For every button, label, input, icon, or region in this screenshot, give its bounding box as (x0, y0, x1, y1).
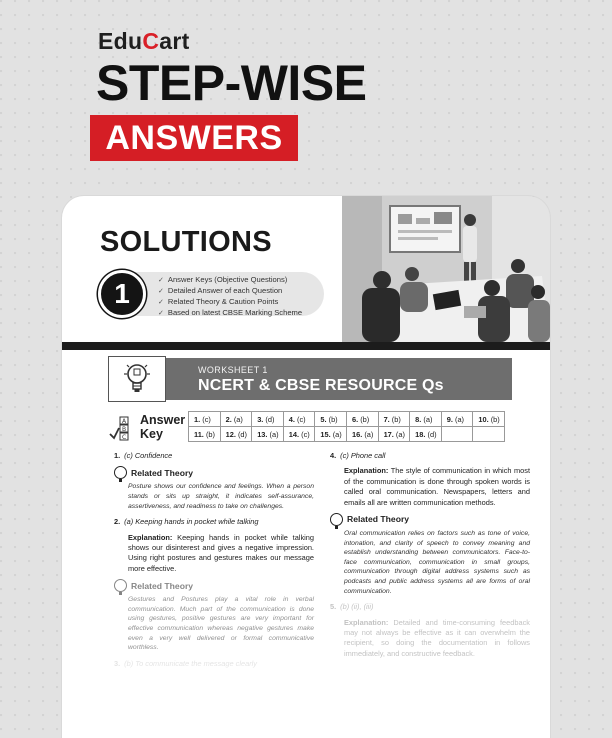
answer-key-option: (b) (360, 414, 370, 424)
brand-logo (98, 28, 190, 55)
feature-item (158, 308, 302, 319)
explanation-label: Explanation: (128, 532, 173, 542)
question-number: 2. (114, 517, 121, 527)
answer-key-option: (b) (490, 414, 500, 424)
book-page-card (62, 196, 550, 738)
answer-key-qnum: 4. (288, 414, 295, 424)
answer-key-cell (220, 427, 252, 442)
answer-key-qnum: 1. (194, 414, 201, 424)
divider-band (62, 342, 550, 350)
meeting-illustration (342, 196, 550, 342)
answer-key-qnum: 14. (288, 429, 300, 439)
answer-key-qnum: 18. (415, 429, 426, 439)
answer-key-option: (c) (202, 414, 211, 424)
worksheet-bar (120, 358, 512, 400)
answer-key-cell (283, 412, 315, 427)
feature-item (158, 286, 302, 297)
question-number: 5. (330, 602, 337, 612)
answer-key-qnum: 6. (351, 414, 359, 424)
answer-key-qnum: 7. (383, 414, 390, 424)
answer-key-cell (252, 427, 284, 442)
answer-key-option: (d) (237, 429, 247, 439)
answer-text: (c) Phone call (340, 451, 386, 460)
answer-key-qnum: 3. (257, 414, 264, 424)
check-icon: ✓ (158, 277, 164, 284)
answer-key-option: (a) (269, 429, 279, 439)
features-list (158, 275, 302, 319)
answer-key-label-line2: Key (140, 427, 163, 441)
related-theory-body: Gestures and Postures play a vital role in verbal communication. Much part of the communication is done using gestures, positive gestures are very important for effective communication whereas negative gestures make even a very well delivered or formal communicative worthless. (128, 596, 314, 652)
answer-key-cell (252, 412, 284, 427)
answer-key-qnum: 11. (194, 429, 204, 439)
answer-key-qnum: 17. (383, 429, 394, 439)
answer-key-option: (a) (395, 429, 405, 439)
answer-key-cell (441, 427, 473, 442)
related-theory-body: Posture shows our confidence and feelings. When a person stands or sits up straight, it indicates self-assurance, assertiveness, and readiness to take on challenges. (128, 483, 314, 510)
faded-section (330, 602, 530, 659)
feature-item (158, 275, 302, 286)
explanation-label: Explanation: (344, 466, 389, 476)
answer-key-cell (283, 427, 315, 442)
feature-item (158, 297, 302, 308)
related-theory-title: Related Theory (131, 580, 194, 591)
answer-key-option: (a) (364, 429, 374, 439)
solutions-title: SOLUTIONS (100, 226, 272, 258)
related-theory-heading (114, 466, 314, 479)
feature-text: Based on latest CBSE Marking Scheme (167, 308, 303, 317)
answer-key-abc-icon (108, 416, 136, 442)
related-theory-heading (330, 513, 530, 526)
related-theory-title: Related Theory (347, 514, 410, 525)
answer-key-option: (a) (454, 414, 465, 424)
answer-text: (b) (ii), (iii) (340, 602, 374, 612)
feature-text: Answer Keys (Objective Questions) (167, 275, 288, 284)
bulb-icon (114, 466, 127, 479)
answer-key-cell (189, 412, 221, 427)
answer-key-qnum: 15. (320, 429, 331, 439)
answer-key-cell (410, 412, 442, 427)
answers-badge: ANSWERS (90, 115, 298, 161)
bulb-icon (330, 513, 343, 526)
answer-key-row (189, 427, 505, 442)
answer-text: (c) Confidence (124, 451, 173, 460)
answer-text: (b) To communicate the message clearly (124, 658, 257, 668)
answer-key-option: (b) (205, 429, 215, 439)
answer-key-qnum: 10. (478, 414, 489, 424)
question-4-answer (330, 451, 530, 461)
lightbulb-icon (108, 356, 166, 402)
answer-key-cell (315, 427, 347, 442)
answer-key-cell (378, 412, 410, 427)
answer-key-table (188, 411, 505, 442)
answer-key-option: (a) (332, 429, 342, 439)
question-1-answer (114, 451, 314, 461)
answer-key-qnum: 2. (225, 414, 232, 424)
answer-key-cell (346, 412, 378, 427)
worksheet-label: WORKSHEET 1 (198, 365, 268, 375)
chapter-number-badge: 1 (98, 270, 146, 318)
answer-key-qnum: 12. (225, 429, 236, 439)
answer-key-label (140, 413, 185, 441)
answer-key-qnum: 8. (415, 414, 422, 424)
question-number: 1. (114, 451, 121, 460)
related-theory-title: Related Theory (131, 467, 194, 478)
question-number: 4. (330, 451, 337, 460)
answer-key-option: (c) (301, 429, 310, 439)
question-3-answer (114, 659, 314, 669)
svg-text:C: C (122, 434, 127, 441)
answer-key-option: (c) (297, 414, 306, 424)
answer-key-cell (441, 412, 473, 427)
question-2-answer (114, 517, 314, 527)
explanation-text: Detailed and time-consuming feedback may not always be effective as it can overwhelm the recipient, so doing the documentation in follows immediately, and constructive feedback. (344, 617, 530, 658)
answer-key-cell (473, 412, 505, 427)
answer-key-qnum: 13. (257, 429, 268, 439)
answer-key-option: (a) (423, 414, 433, 424)
explanation (114, 533, 314, 575)
answer-key-cell (315, 412, 347, 427)
worksheet-header (108, 356, 512, 402)
answer-key-option: (d) (427, 429, 437, 439)
worksheet-title: NCERT & CBSE RESOURCE Qs (198, 377, 444, 394)
answer-key-qnum: 16. (351, 429, 363, 439)
answer-key-label-line1: Answer (140, 413, 186, 427)
answer-key-cell (220, 412, 252, 427)
answer-key-option: (d) (265, 414, 275, 424)
feature-text: Related Theory & Caution Points (167, 297, 279, 306)
check-icon: ✓ (158, 288, 164, 295)
answer-key-cell (410, 427, 442, 442)
feature-text: Detailed Answer of each Question (167, 286, 283, 295)
bulb-icon (114, 579, 127, 592)
question-number: 3. (114, 658, 121, 668)
explanation (330, 466, 530, 508)
svg-text:A: A (122, 418, 127, 425)
answer-key-qnum: 5. (320, 414, 327, 424)
question-5-answer (330, 602, 530, 612)
headline: STEP-WISE (96, 55, 367, 111)
answer-key-cell (346, 427, 378, 442)
answer-key-qnum: 9. (446, 414, 453, 424)
right-column (330, 451, 530, 664)
answer-key-row (189, 412, 505, 427)
brand-cart-icon: C (142, 28, 160, 54)
explanation (330, 618, 530, 660)
related-theory-heading (114, 579, 314, 592)
answer-text: (a) Keeping hands in pocket while talking (124, 517, 259, 527)
related-theory-body: Oral communication relies on factors such as tone of voice, intonation, and clarity of speech to convey meaning and establish understanding between communicators. Face-to-face communication, communication in small groups, communication through digital address systems such as podcasts and public address systems all are forms of oral communication. (344, 530, 530, 595)
left-column (114, 451, 314, 674)
answer-key-cell (473, 427, 505, 442)
answer-key-option: (b) (328, 414, 338, 424)
explanation-label: Explanation: (344, 617, 389, 627)
brand-part3: art (159, 28, 190, 54)
answer-key-cell (189, 427, 221, 442)
svg-text:B: B (122, 426, 127, 433)
check-icon: ✓ (158, 299, 164, 306)
answer-key-option: (a) (233, 414, 243, 424)
brand-part1: Edu (98, 28, 143, 54)
meeting-photo (342, 196, 550, 342)
explanation-text: Keeping hands in pocket while talking shows our disinterest and gives a negative impression. Using right postures and gestures makes our message more effective. (128, 532, 314, 573)
answer-key-cell (378, 427, 410, 442)
check-icon: ✓ (158, 310, 164, 317)
faded-section (114, 579, 314, 653)
answer-key-option: (b) (391, 414, 401, 424)
explanation-text: The style of communication in which most of the communication is done through spoken words is called oral communication. Newspapers, letters and emails all are written communication methods. (344, 466, 530, 507)
